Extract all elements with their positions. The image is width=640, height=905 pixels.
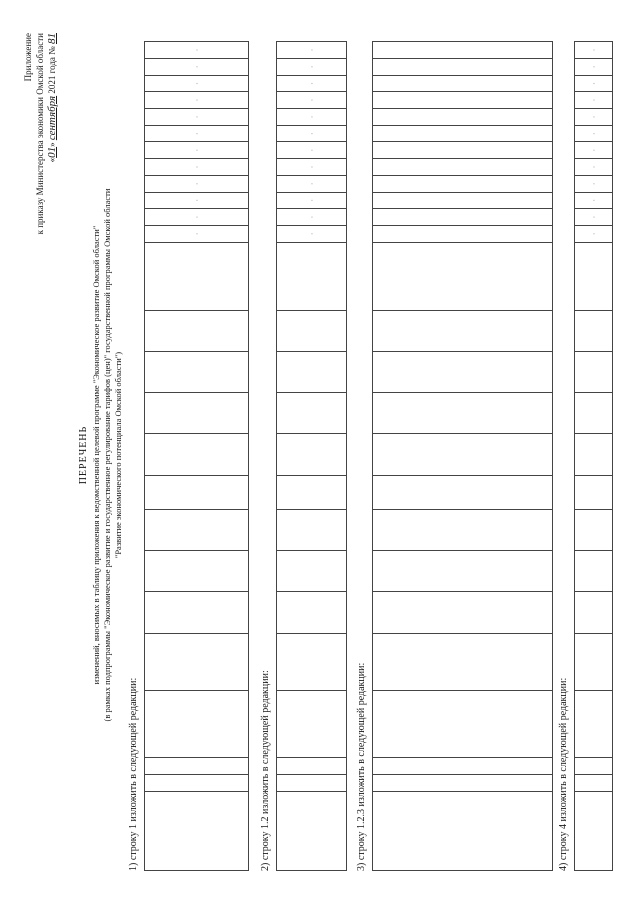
section-1-table <box>144 41 249 871</box>
section-4-label: 4) строку 4 изложить в следующей редакции: <box>558 677 569 871</box>
order-month: сентября <box>46 95 58 141</box>
heading-line-2: (в рамках подпрограммы "Экономическое развитие и государственное регулирование тарифов (цен)" государственной программы Омской области <box>102 188 112 722</box>
document-page <box>20 25 620 885</box>
section-4-table <box>574 41 613 871</box>
appendix-label: Приложение <box>23 33 33 82</box>
section-2-label: 2) строку 1.2 изложить в следующей редакции: <box>260 670 271 871</box>
heading-line-1: изменений, вносимых в таблицу приложения к ведомственной целевой программе "Экономическое развитие Омской области" <box>91 225 101 685</box>
approval-stamp <box>22 33 58 333</box>
heading-line-3: "Развитие экономического потенциала Омской области") <box>113 351 123 559</box>
section-2-table <box>276 41 347 871</box>
table-row: × × × × × × × × × × × × <box>145 42 249 871</box>
document-heading <box>78 65 124 845</box>
section-3-label: 3) строку 1.2.3 изложить в следующей редакции: <box>356 662 367 871</box>
document-title: ПЕРЕЧЕНЬ <box>78 425 89 485</box>
order-reference: к приказу Министерства экономики Омской области <box>35 33 45 235</box>
section-1-label: 1) строку 1 изложить в следующей редакции: <box>128 677 139 871</box>
order-date-line: «01» сентября 2021 года № 81 <box>46 33 58 163</box>
order-day: 01 <box>46 146 58 158</box>
order-number: 81 <box>46 33 58 44</box>
table-row <box>373 42 553 871</box>
table-row: × × × × × × × × × × × × <box>277 42 347 871</box>
table-row: × × × × × × × × × × × × <box>575 42 613 871</box>
order-year-label: 2021 года № <box>47 46 57 94</box>
section-3-table <box>372 41 553 871</box>
